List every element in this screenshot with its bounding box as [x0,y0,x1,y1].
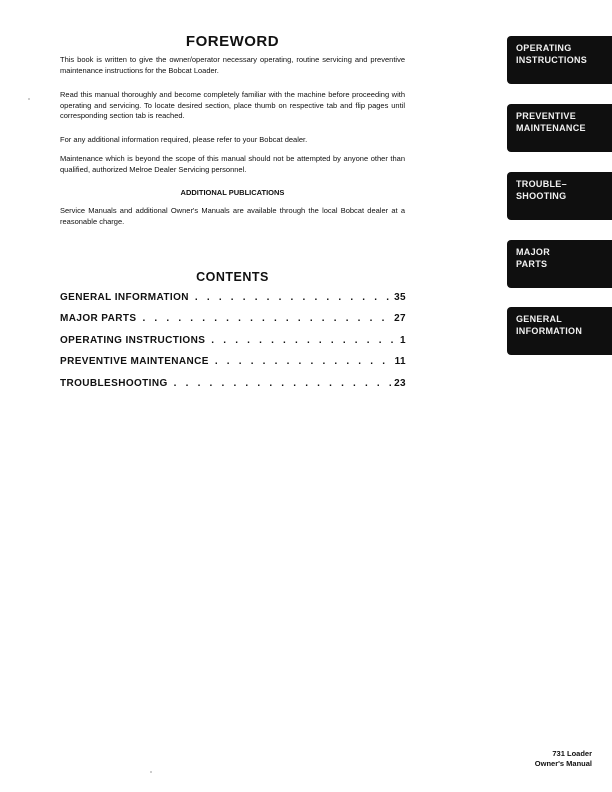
toc-entry-preventive-maintenance[interactable] [60,356,406,377]
foreword-title: FOREWORD [185,33,280,50]
toc-label: PREVENTIVE MAINTENANCE [60,356,209,368]
toc-leader-dots [142,313,392,324]
scan-speck [28,98,30,100]
tab-operating-instructions[interactable] [507,36,612,84]
tab-general-information[interactable] [507,307,612,355]
footer-document-name: Owner's Manual [534,759,592,768]
toc-entry-operating-instructions[interactable] [60,335,406,356]
toc-label: TROUBLESHOOTING [60,377,168,389]
toc-leader-dots [215,356,393,367]
footer-model: 731 Loader [552,749,592,758]
toc-label: OPERATING INSTRUCTIONS [60,334,206,346]
additional-publications-heading: ADDITIONAL PUBLICATIONS [180,188,285,197]
toc-leader-dots [195,292,392,303]
tab-troubleshooting[interactable] [507,172,612,220]
tab-preventive-maintenance[interactable] [507,104,612,152]
toc-page-number: 35 [394,292,406,303]
foreword-paragraph: Maintenance which is beyond the scope of this manual should not be attempted by anyone other than qualified, authorized Melroe Dealer Servicing personnel. [60,154,405,174]
foreword-paragraph: For any additional information required, please refer to your Bobcat dealer. [60,135,308,144]
tab-major-parts[interactable] [507,240,612,288]
additional-publications-text: Service Manuals and additional Owner's Manuals are available through the local Bobcat dealer at a reasonable charge. [60,206,405,226]
tab-label: OPERATING INSTRUCTIONS [516,43,588,65]
toc-page-number: 23 [394,377,406,389]
footer [535,749,592,769]
toc-leader-dots [211,335,398,346]
toc-page-number: 27 [394,313,406,325]
toc-page-number: 11 [394,356,406,368]
table-of-contents [60,292,406,399]
tab-label: TROUBLE– SHOOTING [516,179,567,201]
foreword-paragraph: This book is written to give the owner/operator necessary operating, routine servicing and preventive maintenance instructions for the Bobcat Loader. [60,55,405,75]
toc-leader-dots [174,378,392,389]
tab-label: PREVENTIVE MAINTENANCE [516,111,586,133]
toc-entry-general-information[interactable] [60,292,406,313]
toc-entry-major-parts[interactable] [60,313,406,334]
toc-page-number: 1 [400,334,406,346]
scan-speck [150,771,152,773]
toc-label: MAJOR PARTS [60,313,137,325]
contents-title: CONTENTS [196,270,269,284]
toc-label: GENERAL INFORMATION [60,292,189,303]
foreword-paragraph: Read this manual thoroughly and become completely familiar with the machine before proceeding with operating and servicing. To locate desired section, place thumb on respective tab and flip pages until corresponding section tab is reached. [60,90,405,120]
tab-label: MAJOR PARTS [516,247,551,269]
toc-entry-troubleshooting[interactable] [60,378,406,399]
tab-label: GENERAL INFORMATION [516,314,583,336]
